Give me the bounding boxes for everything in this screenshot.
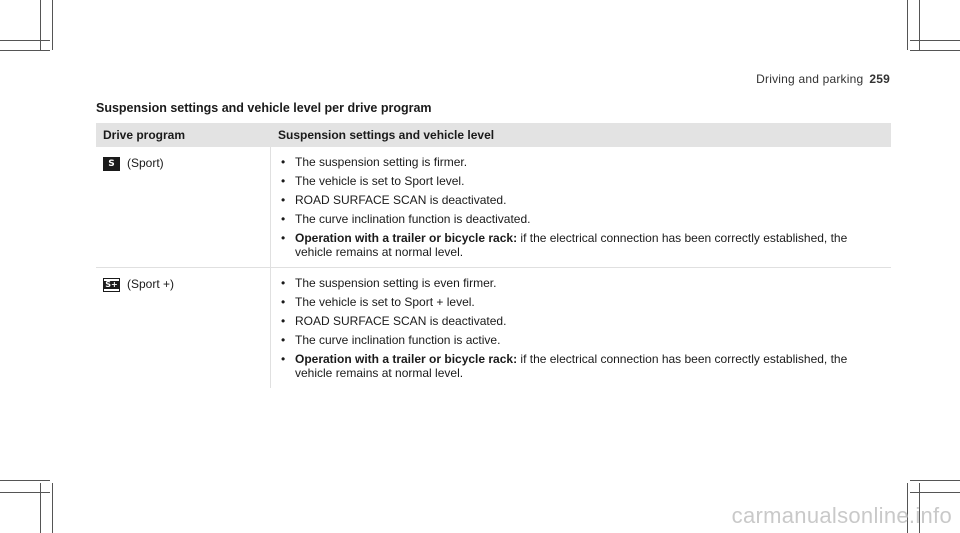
crop-mark — [52, 483, 53, 533]
section-title: Suspension settings and vehicle level per drive program — [96, 101, 432, 115]
list-item — [279, 333, 885, 347]
list-item-emphasis: Operation with a trailer or bicycle rack: — [295, 231, 518, 245]
drive-program-cell — [96, 268, 270, 388]
list-item-text: The curve inclination function is active. — [295, 333, 501, 347]
crop-mark — [40, 483, 41, 533]
list-item-text: The vehicle is set to Sport level. — [295, 174, 465, 188]
settings-list — [279, 276, 885, 380]
crop-mark — [910, 492, 960, 493]
crop-mark — [0, 480, 50, 481]
list-item-text: The suspension setting is firmer. — [295, 155, 468, 169]
sport-mode-icon: S — [103, 157, 120, 171]
list-item-text: ROAD SURFACE SCAN is deactivated. — [295, 193, 507, 207]
settings-list — [279, 155, 885, 259]
running-head — [756, 72, 890, 86]
drive-program-label: (Sport) — [127, 156, 164, 170]
list-item-emphasis: Operation with a trailer or bicycle rack: — [295, 352, 518, 366]
list-item-text: ROAD SURFACE SCAN is deactivated. — [295, 314, 507, 328]
drive-program-label: (Sport +) — [127, 277, 175, 291]
drive-program-cell — [96, 147, 270, 267]
crop-mark — [40, 0, 41, 50]
list-item — [279, 231, 885, 259]
page-number: 259 — [869, 72, 890, 86]
crop-mark — [919, 0, 920, 50]
header-drive-program: Drive program — [103, 128, 186, 142]
list-item-text: if the electrical connection has been correctly established, the vehicle remains at normal level. — [295, 231, 848, 259]
crop-mark — [0, 492, 50, 493]
sport-plus-mode-icon: S+ — [103, 278, 120, 292]
section-name: Driving and parking — [756, 72, 864, 86]
list-item-text: if the electrical connection has been correctly established, the vehicle remains at normal level. — [295, 352, 848, 380]
drive-program-table — [96, 123, 891, 388]
crop-mark — [910, 480, 960, 481]
list-item — [279, 295, 885, 309]
list-item-text: The vehicle is set to Sport + level. — [295, 295, 475, 309]
crop-mark — [52, 0, 53, 50]
list-item — [279, 314, 885, 328]
table-row — [96, 268, 891, 388]
table-header — [96, 123, 891, 147]
list-item — [279, 155, 885, 169]
crop-mark — [910, 50, 960, 51]
settings-cell — [270, 268, 891, 388]
crop-mark — [0, 40, 50, 41]
list-item-text: The curve inclination function is deactivated. — [295, 212, 531, 226]
settings-cell — [270, 147, 891, 267]
list-item-text: The suspension setting is even firmer. — [295, 276, 497, 290]
header-suspension-settings: Suspension settings and vehicle level — [278, 128, 495, 142]
watermark: carmanualsonline.info — [731, 503, 952, 528]
table-row — [96, 147, 891, 268]
crop-mark — [910, 40, 960, 41]
list-item — [279, 352, 885, 380]
crop-mark — [907, 0, 908, 50]
list-item — [279, 212, 885, 226]
crop-mark — [0, 50, 50, 51]
list-item — [279, 193, 885, 207]
list-item — [279, 276, 885, 290]
list-item — [279, 174, 885, 188]
